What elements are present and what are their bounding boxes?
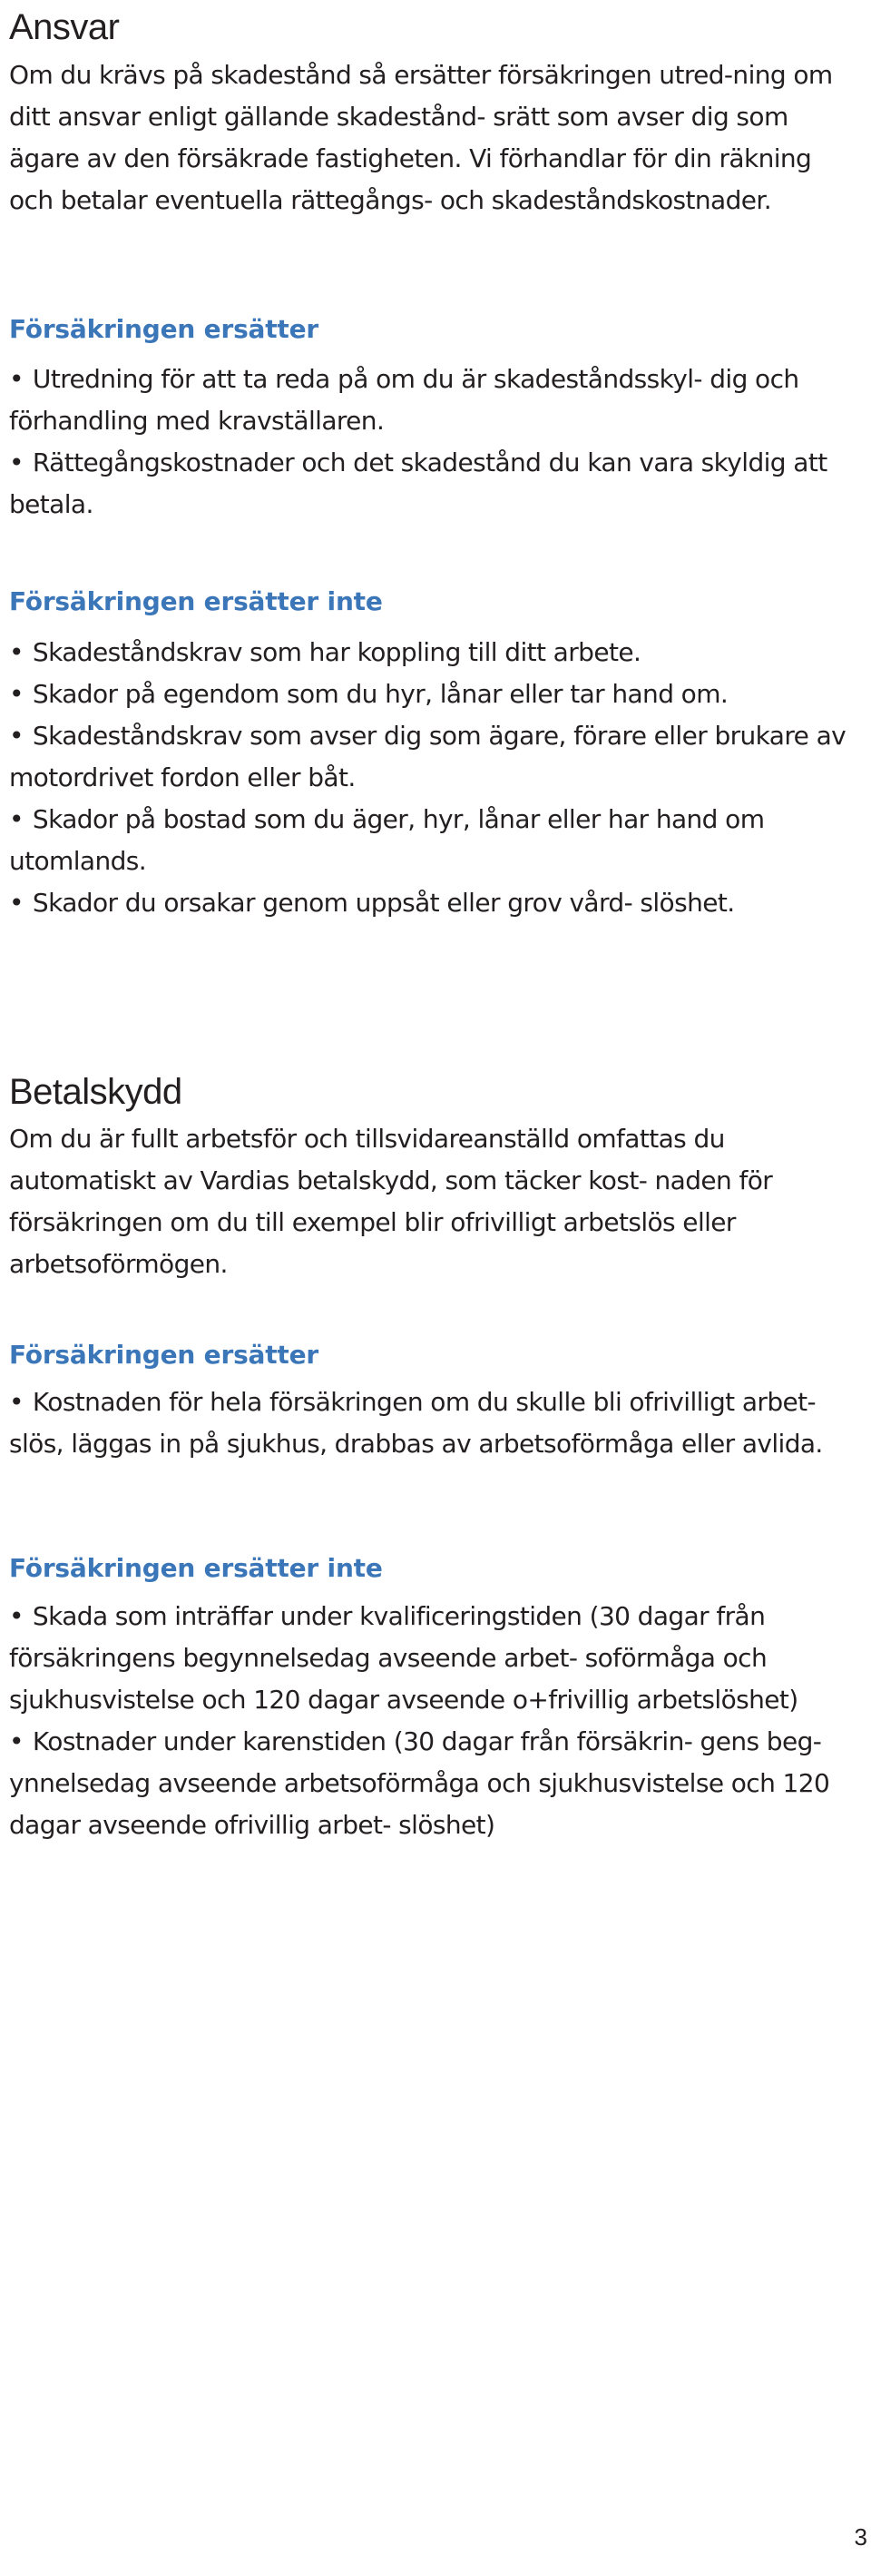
list-item: • Rättegångskostnader och det skadestånd du kan vara skyldig att betala. [9,447,827,519]
list-item: • Skador på egendom som du hyr, lånar eller tar hand om. [9,679,729,709]
bullet-icon: • [9,721,24,751]
betalskydd-covered-list [9,1381,853,1465]
list-item: • Kostnader under karenstiden (30 dagar från försäkrin- gens beg- ynnelsedag avseende arbetsoförmåga och sjukhusvistelse och 120 dagar avseende ofrivillig arbet- slöshet) [9,1726,830,1840]
ansvar-intro: Om du krävs på skadestånd så ersätter försäkringen utred-ning om ditt ansvar enligt gällande skadestånd- srätt som avser dig som ägare av den försäkrade fastigheten. Vi förhandlar för din räkning och betalar eventuella rättegångs- och skadeståndskostnader. [9,60,833,215]
list-item: • Skadeståndskrav som har koppling till ditt arbete. [9,637,641,667]
list-item: • Skadeståndskrav som avser dig som ägare, förare eller brukare av motordrivet fordon eller båt. [9,721,847,792]
bullet-icon: • [9,1387,24,1417]
bullet-icon: • [9,1601,24,1631]
bullet-icon: • [9,1726,24,1756]
bullet-icon: • [9,637,24,667]
ansvar-not-covered-list [9,632,853,924]
betalskydd-intro: Om du är fullt arbetsför och tillsvidareanställd omfattas du automatiskt av Vardias betalskydd, som täcker kost- naden för försäkringen om du till exempel blir ofrivilligt arbetslös eller arbetsoförmögen. [9,1124,773,1279]
ansvar-covered-heading: Försäkringen ersätter [9,314,319,344]
list-item: • Utredning för att ta reda på om du är skadeståndsskyl- dig och förhandling med kravställaren. [9,364,799,436]
bullet-icon: • [9,364,24,394]
section-title-betalskydd: Betalskydd [9,1072,182,1112]
betalskydd-not-covered-list [9,1596,853,1846]
bullet-icon: • [9,888,24,918]
list-item: • Kostnaden för hela försäkringen om du skulle bli ofrivilligt arbet- slös, läggas in på sjukhus, drabbas av arbetsoförmåga eller avlida. [9,1387,823,1459]
list-item: • Skador du orsakar genom uppsåt eller grov vård- slöshet. [9,888,735,918]
ansvar-covered-list [9,359,853,526]
page-number: 3 [854,2523,867,2551]
ansvar-not-covered-heading: Försäkringen ersätter inte [9,586,383,616]
list-item: • Skador på bostad som du äger, hyr, lånar eller har hand om utomlands. [9,804,765,876]
section-title-ansvar: Ansvar [9,7,120,47]
list-item: • Skada som inträffar under kvalificeringstiden (30 dagar från försäkringens begynnelsedag avseende arbet- soförmåga och sjukhusvistelse och 120 dagar avseende o+frivillig arbetslöshet) [9,1601,798,1715]
betalskydd-covered-heading: Försäkringen ersätter [9,1340,319,1370]
bullet-icon: • [9,804,24,834]
bullet-icon: • [9,679,24,709]
betalskydd-not-covered-heading: Försäkringen ersätter inte [9,1553,383,1583]
bullet-icon: • [9,447,24,477]
